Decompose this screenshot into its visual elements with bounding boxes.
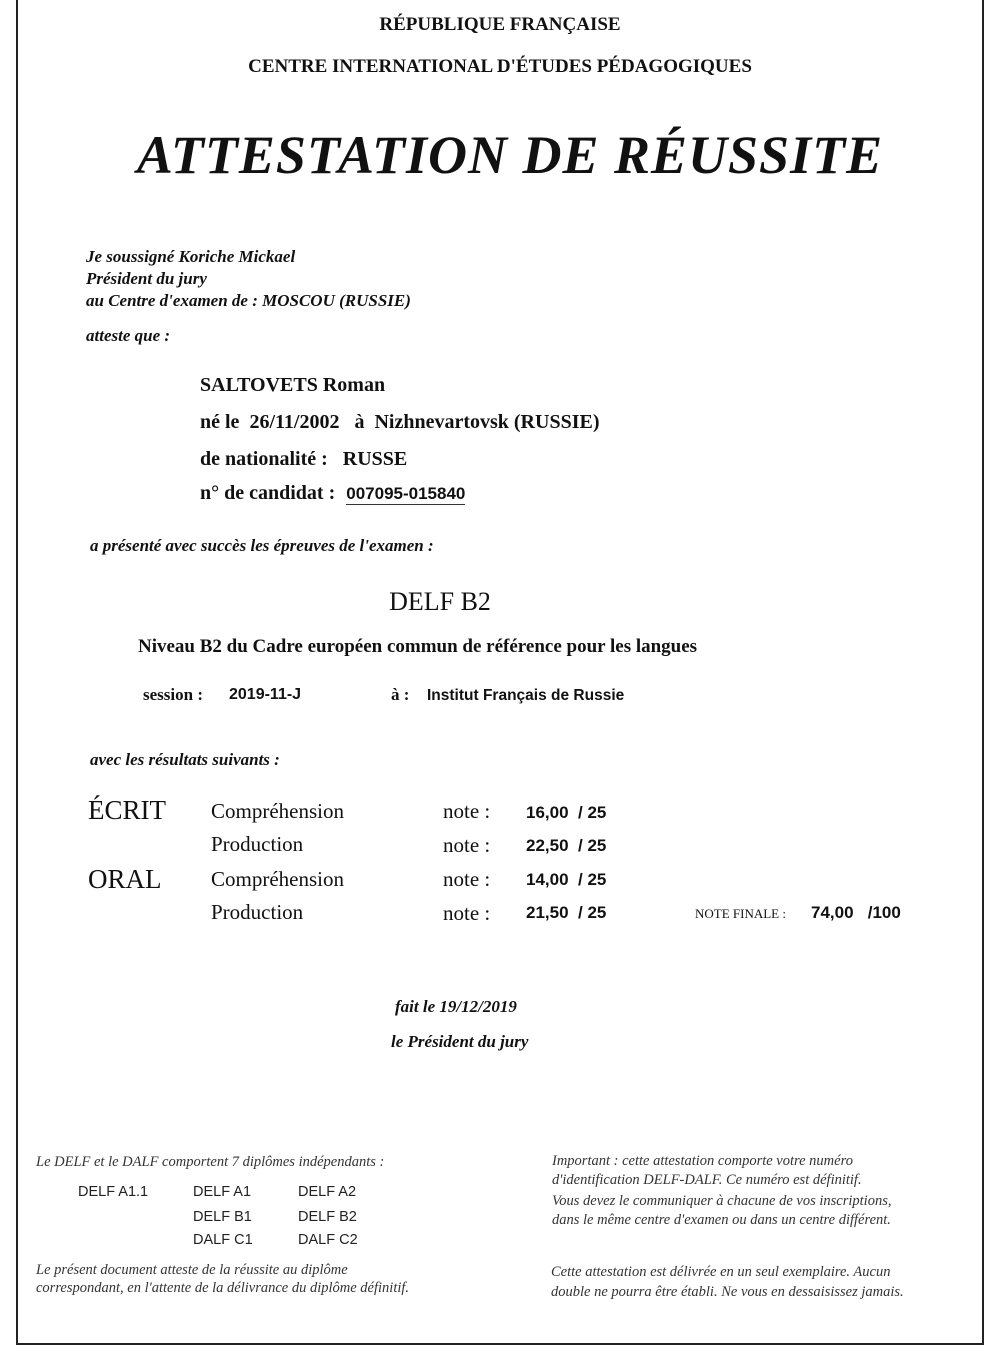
score-max: / 25 [578, 803, 607, 822]
footer-important-line4: dans le même centre d'examen ou dans un centre différent. [552, 1212, 891, 1228]
score-max: / 25 [578, 836, 607, 855]
footer-important-line3: Vous devez le communiquer à chacune de vos inscriptions, [552, 1193, 892, 1209]
candidate-number: 007095-015840 [346, 484, 466, 503]
result-score [526, 903, 606, 923]
exam-intro: a présenté avec succès les épreuves de l'examen : [90, 536, 434, 555]
intro-signatory: Je soussigné Koriche Mickael [86, 247, 296, 266]
diploma-item: DALF C1 [193, 1232, 253, 1248]
score-value: 22,50 [526, 836, 569, 855]
issue-date: fait le 19/12/2019 [395, 997, 517, 1016]
exam-level: Niveau B2 du Cadre européen commun de référence pour les langues [138, 636, 698, 657]
note-label: note : [443, 901, 491, 925]
note-label: note : [443, 833, 491, 857]
place-value: Institut Français de Russie [427, 687, 625, 704]
oral-label: ORAL [88, 864, 162, 894]
birth-line [200, 411, 599, 434]
diploma-item: DELF B2 [298, 1209, 357, 1225]
footer-copy-line1: Cette attestation est délivrée en un seul exemplaire. Aucun [551, 1264, 891, 1280]
nationality-line [200, 448, 407, 471]
birth-place-prefix: à [354, 411, 365, 433]
diploma-item: DALF C2 [298, 1232, 358, 1248]
certificate-border [16, 0, 984, 1345]
results-intro: avec les résultats suivants : [90, 750, 280, 769]
score-value: 21,50 [526, 903, 569, 922]
diploma-item: DELF B1 [193, 1209, 252, 1225]
result-skill: Production [211, 832, 304, 856]
session-label: session : [143, 685, 203, 704]
nationality-value: RUSSE [342, 448, 408, 470]
intro-attests: atteste que : [86, 326, 171, 345]
jury-president: le Président du jury [391, 1032, 529, 1051]
diploma-item: DELF A2 [298, 1184, 357, 1200]
final-score-value: 74,00 [811, 903, 854, 922]
result-skill: Compréhension [211, 867, 344, 891]
birth-place: Nizhnevartovsk (RUSSIE) [374, 411, 600, 433]
footer-diplomas-intro: Le DELF et le DALF comportent 7 diplômes indépendants : [36, 1154, 385, 1170]
birth-prefix: né le [200, 411, 240, 433]
candidate-number-label: n° de candidat : [200, 482, 336, 504]
score-max: / 25 [578, 870, 607, 889]
footer-note-line2: correspondant, en l'attente de la délivrance du diplôme définitif. [36, 1280, 410, 1296]
diploma-item: DELF A1 [193, 1184, 252, 1200]
birth-date: 26/11/2002 [249, 411, 340, 433]
footer-important-line1: Important : cette attestation comporte votre numéro [552, 1153, 853, 1169]
result-score [526, 836, 606, 856]
result-skill: Compréhension [211, 799, 344, 823]
nationality-label: de nationalité : [200, 448, 328, 470]
result-score [526, 870, 606, 890]
score-value: 14,00 [526, 870, 569, 889]
centre-heading: CENTRE INTERNATIONAL D'ÉTUDES PÉDAGOGIQUES [248, 56, 752, 77]
final-score-max: /100 [867, 903, 901, 922]
footer-note-line1: Le présent document atteste de la réussite au diplôme [36, 1262, 348, 1278]
intro-role: Président du jury [86, 269, 207, 288]
session-value: 2019-11-J [229, 686, 302, 703]
exam-name: DELF B2 [389, 587, 491, 616]
final-score [811, 903, 901, 923]
final-score-label: NOTE FINALE : [695, 906, 786, 921]
page-title: ATTESTATION DE RÉUSSITE [136, 125, 884, 185]
result-score [526, 803, 606, 823]
candidate-name: SALTOVETS Roman [200, 374, 386, 396]
score-value: 16,00 [526, 803, 569, 822]
republic-heading: RÉPUBLIQUE FRANÇAISE [379, 14, 621, 35]
note-label: note : [443, 799, 491, 823]
result-skill: Production [211, 900, 304, 924]
note-label: note : [443, 867, 491, 891]
intro-centre: au Centre d'examen de : MOSCOU (RUSSIE) [86, 291, 411, 310]
ecrit-label: ÉCRIT [88, 795, 166, 825]
footer-important-line2: d'identification DELF-DALF. Ce numéro est définitif. [552, 1172, 862, 1188]
diploma-item: DELF A1.1 [78, 1184, 149, 1200]
candidate-number-line [200, 482, 465, 505]
footer-copy-line2: double ne pourra être établi. Ne vous en dessaisissez jamais. [551, 1284, 904, 1300]
score-max: / 25 [578, 903, 607, 922]
place-label: à : [391, 685, 410, 704]
